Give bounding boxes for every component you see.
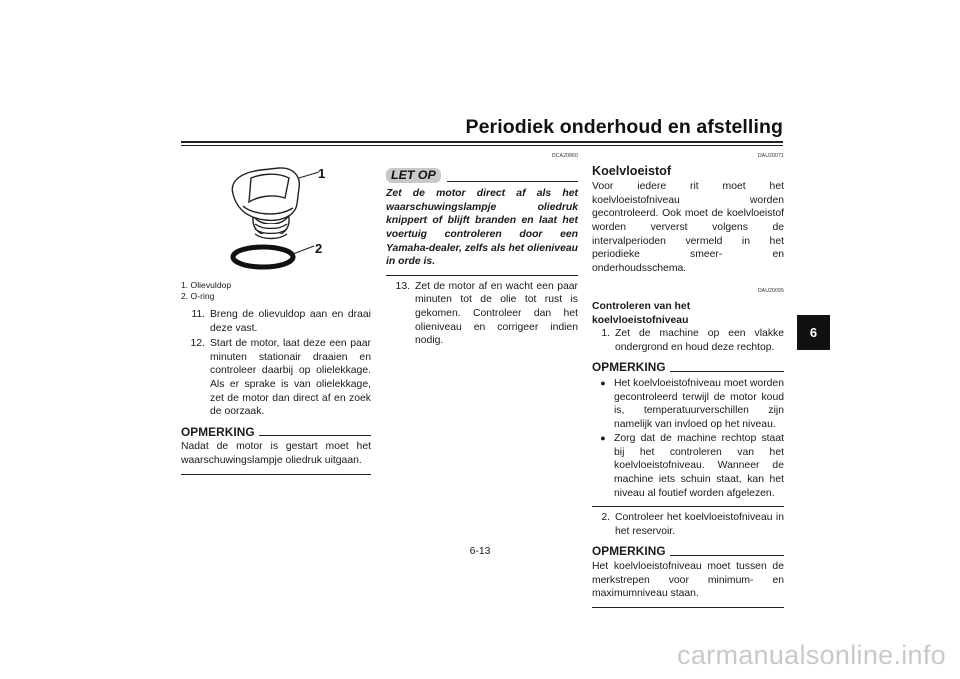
step-number: 12. <box>190 338 205 350</box>
step-11 <box>181 308 371 335</box>
note-end-rule <box>592 607 784 608</box>
step-number: 2. <box>601 512 610 524</box>
step-text: Start de motor, laat deze een paar minuten stationair draaien en controleer daarbij op olielekkage. Als er sprake is van olielekkage, zet de motor dan direct af en zoek de oorzaak. <box>210 338 371 418</box>
reference-code: DAU20071 <box>757 153 784 159</box>
note-label: OPMERKING <box>592 544 666 559</box>
legend-item: 1. Olievuldop <box>181 280 232 290</box>
note-label: OPMERKING <box>592 360 666 375</box>
step-12 <box>181 337 371 419</box>
note-text: Het koelvloeistofniveau moet tussen de merkstrepen voor minimum- en maximumniveau staan. <box>592 561 784 600</box>
oil-cap-illustration <box>181 150 371 278</box>
section-title: Koelvloeistof <box>592 163 672 178</box>
note-label: OPMERKING <box>181 424 255 439</box>
step-2 <box>592 511 784 538</box>
subsection-title: Controleren van het koelvloeistofniveau <box>592 300 691 326</box>
bullet-text: Het koelvloeistofniveau moet worden gecontroleerd terwijl de motor koud is, temperatuurverschillen zijn namelijk van invloed op het niveau. <box>614 377 784 430</box>
caution-end-rule <box>386 275 578 276</box>
note-heading <box>181 426 371 440</box>
step-text: Breng de olievuldop aan en draai deze vast. <box>210 309 371 334</box>
step-number: 11. <box>191 309 205 320</box>
step-text: Zet de machine op een vlakke ondergrond en houd deze rechtop. <box>615 328 784 353</box>
note-heading <box>592 361 784 375</box>
chapter-tab: 6 <box>797 315 830 350</box>
page-number: 6-13 <box>469 546 491 557</box>
note-text: Nadat de motor is gestart moet het waarschuwingslampje oliedruk uitgaan. <box>181 441 371 466</box>
bullet-icon: ● <box>600 377 606 388</box>
figure-legend <box>181 280 371 302</box>
callout-2: 2 <box>315 241 323 256</box>
column-middle <box>386 150 578 350</box>
step-text: Zet de motor af en wacht een paar minuten tot de olie tot rust is gekomen. Controleer dan het olieniveau en corrigeer indien nodig. <box>415 280 578 347</box>
caution-label: LET OP <box>386 168 441 184</box>
page-title: Periodiek onderhoud en afstelling <box>465 116 783 138</box>
step-1 <box>592 327 784 354</box>
bullet-text: Zorg dat de machine rechtop staat bij het controleren van het koelvloeistofniveau. Wanneer de machine iets schuin staat, kan het niveau al foutief worden afgelezen. <box>614 433 784 499</box>
caution-rule <box>447 181 578 182</box>
header-rule <box>181 141 783 143</box>
legend-item: 2. O-ring <box>181 291 215 301</box>
caution-heading <box>386 168 578 184</box>
column-right <box>592 150 784 608</box>
reference-code: DCA20860 <box>551 153 578 159</box>
bullet-icon: ● <box>600 433 606 444</box>
step-number: 1. <box>601 328 610 340</box>
column-left <box>181 150 371 475</box>
watermark: carmanualsonline.info <box>677 640 946 670</box>
intro-paragraph: Voor iedere rit moet het koelvloeistofniveau worden gecontroleerd. Ook moet de koelvloeistof worden ververst volgens de intervalperioden vermeld in het periodieke smeer- en onderhoudsschema. <box>592 181 784 274</box>
step-text: Controleer het koelvloeistofniveau in het reservoir. <box>615 512 784 537</box>
note-end-rule <box>181 474 371 475</box>
header-rule-thin <box>181 145 783 146</box>
list-item <box>592 432 784 500</box>
oil-filler-cap-figure <box>181 150 371 278</box>
list-item <box>592 377 784 431</box>
caution-text: Zet de motor direct af als het waarschuwingslampje oliedruk knippert of blijft branden en laat het voertuig controleren door een Yamaha-dealer, zelfs als het olieniveau in orde is. <box>386 188 578 268</box>
callout-1: 1 <box>318 166 326 181</box>
note-rule <box>670 371 784 372</box>
step-number: 13. <box>395 280 410 292</box>
note-rule <box>259 435 371 436</box>
reference-code: DAU20095 <box>757 288 784 295</box>
note-bullets <box>592 377 784 500</box>
note-end-rule <box>592 506 784 507</box>
step-13 <box>386 280 578 348</box>
